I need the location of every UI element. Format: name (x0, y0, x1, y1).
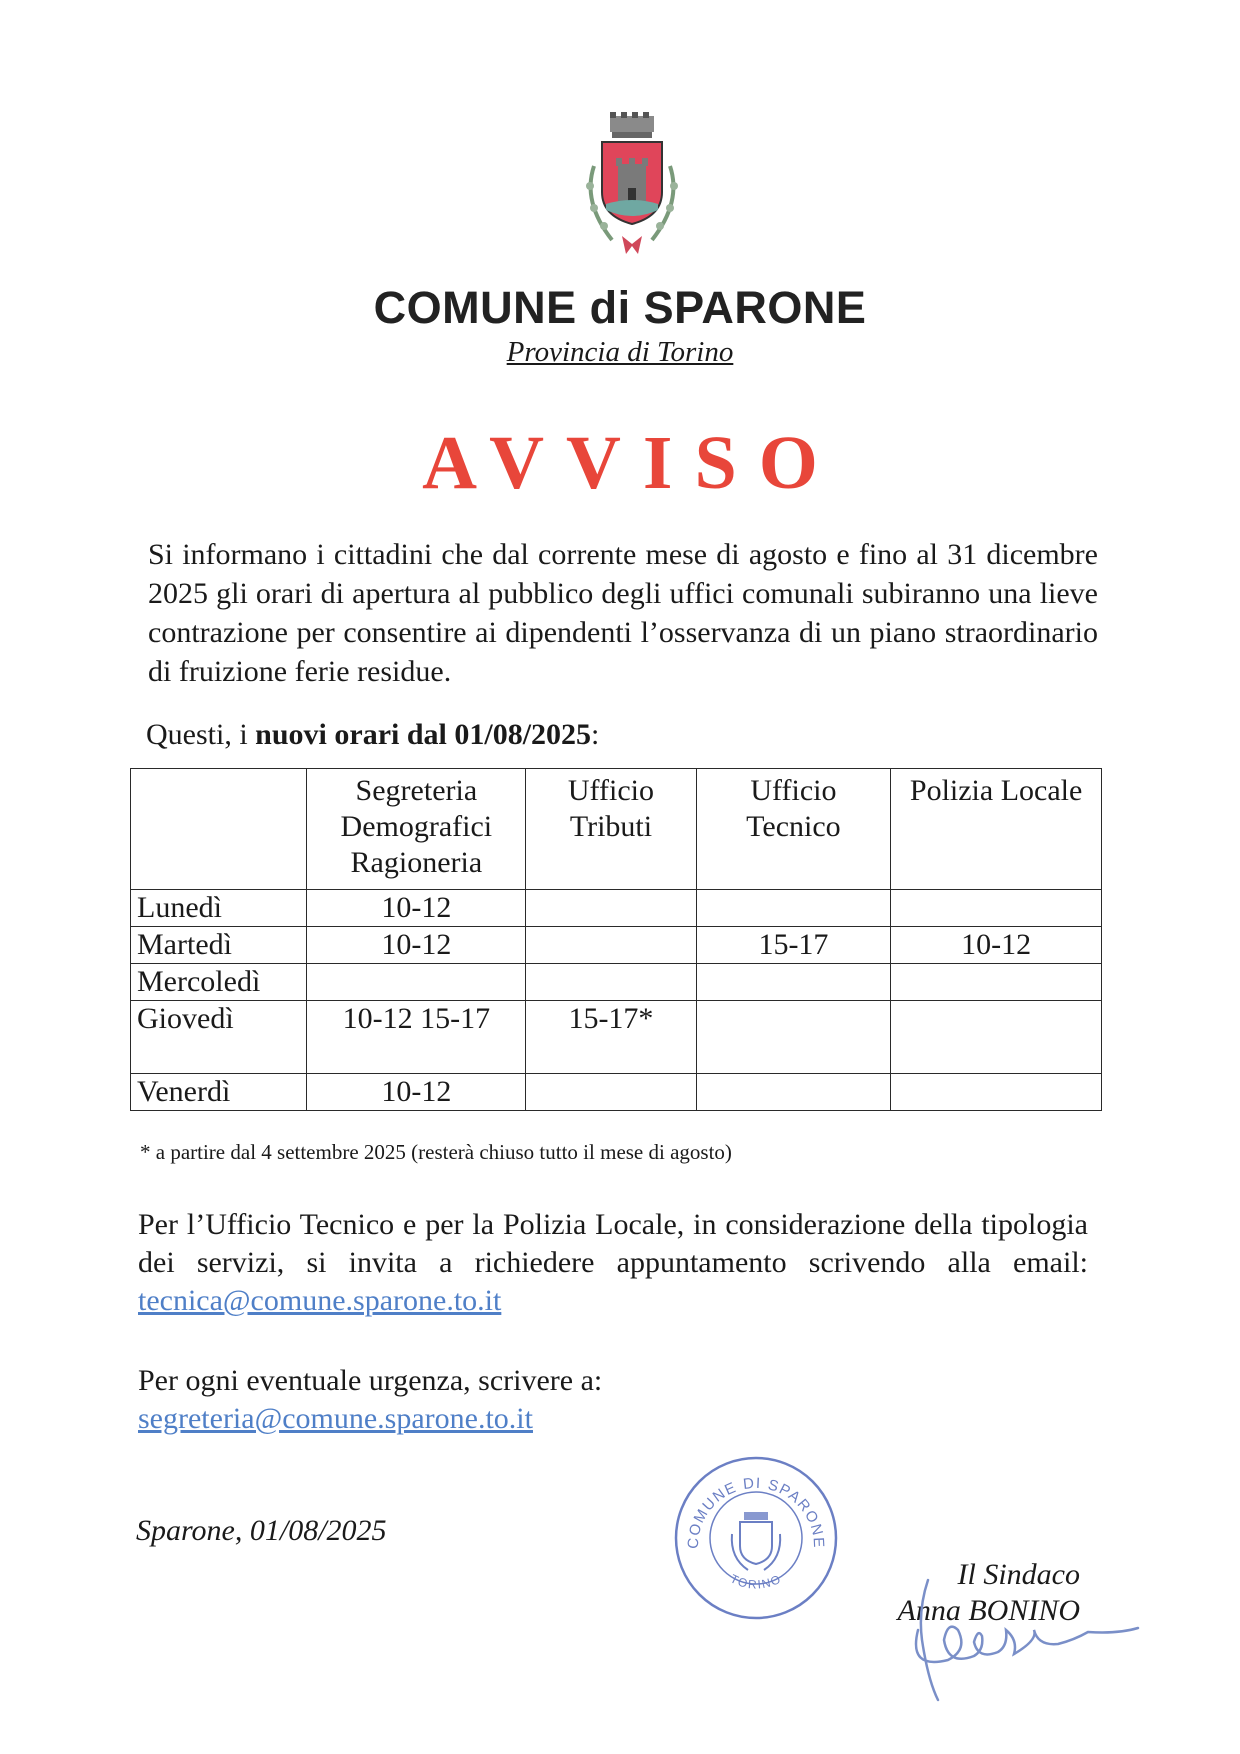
urgency-paragraph (138, 1362, 602, 1438)
hours-cell: 15-17* (526, 1001, 696, 1074)
column-header: Ufficio Tributi (526, 769, 696, 890)
column-header: Segreteria Demografici Ragioneria (307, 769, 526, 890)
org-subtitle: Provincia di Torino (506, 336, 734, 368)
official-stamp (672, 1454, 840, 1622)
place-date: Sparone, 01/08/2025 (136, 1514, 387, 1547)
table-header-corner (131, 769, 307, 890)
stamp-top-text: COMUNE DI SPARONE (684, 1474, 828, 1550)
table-row (131, 1074, 1102, 1111)
hours-cell (526, 927, 696, 964)
stamp-crest-icon (732, 1512, 780, 1570)
hours-cell: 10-12 (307, 927, 526, 964)
hours-cell: 10-12 (891, 927, 1102, 964)
table-row (131, 890, 1102, 927)
intro-paragraph: Si informano i cittadini che dal corrente mese di agosto e fino al 31 dicembre 2025 gli orari di apertura al pubblico degli uffici comunali subiranno una lieve contrazione per consentire ai dipendenti l’osservanza di un piano straordinario di fruizione ferie residue. (148, 538, 1098, 688)
day-cell: Martedì (131, 927, 307, 964)
svg-text:TORINO (728, 1571, 784, 1591)
hours-cell: 10-12 (307, 1074, 526, 1111)
hours-cell (696, 1001, 891, 1074)
day-cell: Giovedì (131, 1001, 307, 1074)
hours-cell: 10-12 (307, 890, 526, 927)
schedule-lead-bold: nuovi orari dal 01/08/2025 (255, 718, 592, 751)
table-row (131, 964, 1102, 1001)
table-row (131, 1001, 1102, 1074)
segreteria-email-link[interactable]: segreteria@comune.sparone.to.it (138, 1402, 533, 1435)
stamp-bottom-text: TORINO (728, 1571, 784, 1592)
coat-of-arms-icon (572, 112, 692, 260)
column-header: Ufficio Tecnico (696, 769, 891, 890)
schedule-lead: Questi, i nuovi orari dal 01/08/2025: (146, 718, 600, 751)
hours-cell (891, 890, 1102, 927)
table-footnote: * a partire dal 4 settembre 2025 (resterà chiuso tutto il mese di agosto) (140, 1140, 732, 1164)
hours-cell (526, 890, 696, 927)
hours-cell (526, 1074, 696, 1111)
hours-cell (891, 964, 1102, 1001)
signatory-role: Il Sindaco (957, 1558, 1080, 1591)
day-cell: Lunedì (131, 890, 307, 927)
org-name: COMUNE di SPARONE (373, 282, 867, 333)
hours-cell: 10-12 15-17 (307, 1001, 526, 1074)
signatory-name: Anna BONINO (897, 1594, 1080, 1627)
appointment-paragraph (138, 1206, 1088, 1320)
table-header-row (131, 769, 1102, 890)
appointment-text: Per l’Ufficio Tecnico e per la Polizia Locale, in considerazione della tipologia dei servizi, si invita a richiedere appuntamento scrivendo alla email: (138, 1208, 1088, 1279)
hours-cell (696, 890, 891, 927)
day-cell: Mercoledì (131, 964, 307, 1001)
hours-cell (307, 964, 526, 1001)
day-cell: Venerdì (131, 1074, 307, 1111)
urgency-text: Per ogni eventuale urgenza, scrivere a: (138, 1364, 603, 1397)
hours-cell: 15-17 (696, 927, 891, 964)
tecnica-email-link[interactable]: tecnica@comune.sparone.to.it (138, 1284, 502, 1317)
handwritten-signature (888, 1570, 1148, 1710)
schedule-table (130, 768, 1102, 1111)
hours-cell (696, 964, 891, 1001)
column-header: Polizia Locale (891, 769, 1102, 890)
hours-cell (526, 964, 696, 1001)
notice-title: AVVISO (422, 421, 840, 505)
table-row (131, 927, 1102, 964)
hours-cell (696, 1074, 891, 1111)
hours-cell (891, 1001, 1102, 1074)
hours-cell (891, 1074, 1102, 1111)
